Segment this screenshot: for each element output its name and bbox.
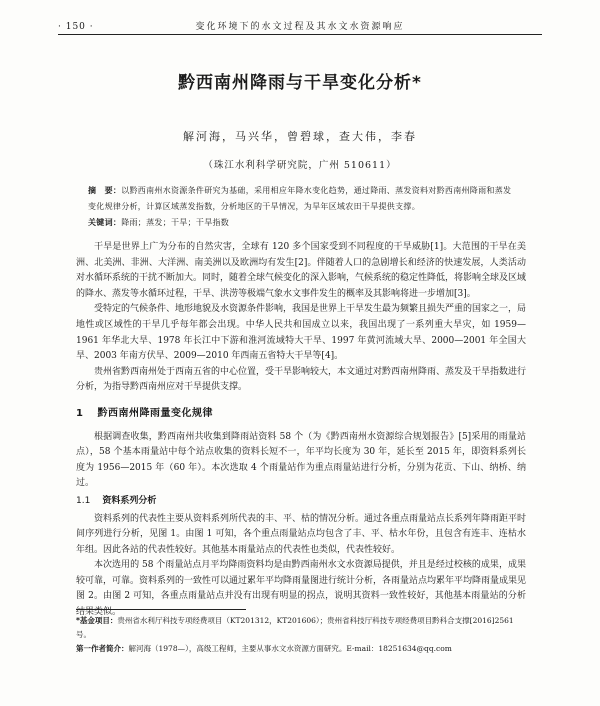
abstract-label: 摘 要： [88,186,122,195]
footnote-rule [76,609,246,610]
affiliation: （珠江水利科学研究院，广州 510611） [203,160,397,171]
fund-footnote [76,614,526,642]
paragraph: 干旱是世界上广为分布的自然灾害，全球有 120 多个国家受到不同程度的干旱威胁[1]。大范围的干旱在美洲、北美洲、非洲、大洋洲、南美洲以及欧洲均有发生[2]。伴随着人口的急剧增长和经济的快速发展，人类活动对水循环系统的干扰不断加大。同时，随着全球气候变化的深入影响，气候系统的稳定性降低，将影响全球及区域的降水、蒸发等水循环过程，干旱、洪涝等极端气象水文事件发生的概率及其影响将进一步增加[3]。 [76,242,527,299]
journal-title: 变化环境下的水文过程及其水文水资源响应 [195,22,405,32]
section-heading [76,406,526,422]
paragraph: 本次选用的 58 个雨量站点月平均降雨资料均是由黔西南州水文水资源局提供，并且是经过校核的成果，成果较可靠，可靠。资料系列的一致性可以通过累年平均降雨量图进行统计分析，各雨量站点均累年平均降雨量成果见图 2。由图 2 可知，各重点雨量站点并没有出现有明显的拐点，说明其资料一致性较好，其他基本雨量站的分析结果类似。 [76,560,527,618]
abstract-block [88,183,512,231]
paragraph: 根据调查收集，黔西南州共收集到降雨站资料 58 个（为《黔西南州水资源综合规划报告》[5]采用的雨量站点），58 个基本雨量站中每个站点收集的资料长短不一，年平均长度为 30 年，延长至 2015 年，即资料系列长度为 1956—2015 年（60 年）。本次选取 4 个雨量站作为重点雨量站进行分析，分别为花贡、下山、纳桥、纳过。 [76,431,526,489]
subsection-heading [76,494,526,510]
footnotes [76,614,526,656]
page-number: · 150 · [58,22,94,32]
article-title: 黔西南州降雨与干旱变化分析* [178,73,422,93]
author-bio-text: 解河海（1978—），高级工程师，主要从事水文水资源方面研究。E-mail：18251634@qq.com [128,644,452,653]
author-list: 解河海，马兴华，曾碧球，查大伟，李春 [183,130,417,143]
abstract-text: 以黔西南州水资源条件研究为基础，采用相应年降水变化趋势，通过降雨、蒸发资料对黔西南州降雨和蒸发变化规律分析，计算区域蒸发指数，分析地区的干旱情况，为旱年区域农田干旱提供支撑。 [88,186,512,211]
article-body [76,240,526,621]
fund-label: *基金项目： [76,616,118,625]
subsection-title: 资料系列分析 [102,495,157,506]
fund-text: 贵州省水利厅科技专项经费项目（KT201312，KT201606）；贵州省科技厅科技专项经费项目黔科合支撑[2016]2561号。 [76,616,514,639]
running-header [58,12,542,35]
abstract [88,183,512,215]
author-footnote [76,642,526,656]
subsection-number: 1.1 [76,495,91,506]
keywords-text: 降雨；蒸发；干旱；干旱指数 [121,218,230,227]
keywords-label: 关键词： [88,218,122,227]
paragraph: 贵州省黔西南州处于西南五省的中心位置，受干旱影响较大，本文通过对黔西南州降雨、蒸发及干旱指数进行分析，为指导黔西南州应对干旱提供支撑。 [76,366,527,393]
section-number: 1 [76,407,84,419]
section-title: 黔西南州降雨量变化规律 [97,407,213,419]
keywords [88,215,512,231]
paragraph: 受特定的气候条件、地形地貌及水资源条件影响，我国是世界上干旱发生最为频繁且损失严重的国家之一，局地性或区域性的干旱几乎每年都会出现。中华人民共和国成立以来，我国出现了一系列重大旱灾，如 1959—1961 年华北大旱、1978 年长江中下游和淮河流域特大干旱、1997 年黄河流域大旱、2000—2001 年全国大旱、2003 年南方伏旱、2009—2010 年西南五省特大干旱等[4]。 [76,304,527,362]
paragraph: 资料系列的代表性主要从资料系列所代表的丰、平、枯的情况分析。通过各重点雨量站点长系列年降雨距平时间序列进行分析，见图 1。由图 1 可知，各个重点雨量站点均包含了丰、平、枯水年份，且包含有连丰、连枯水年组。因此各站的代表性较好。其他基本雨量站点的代表性也类似，代表性较好。 [76,513,527,555]
author-bio-label: 第一作者简介： [76,644,129,653]
